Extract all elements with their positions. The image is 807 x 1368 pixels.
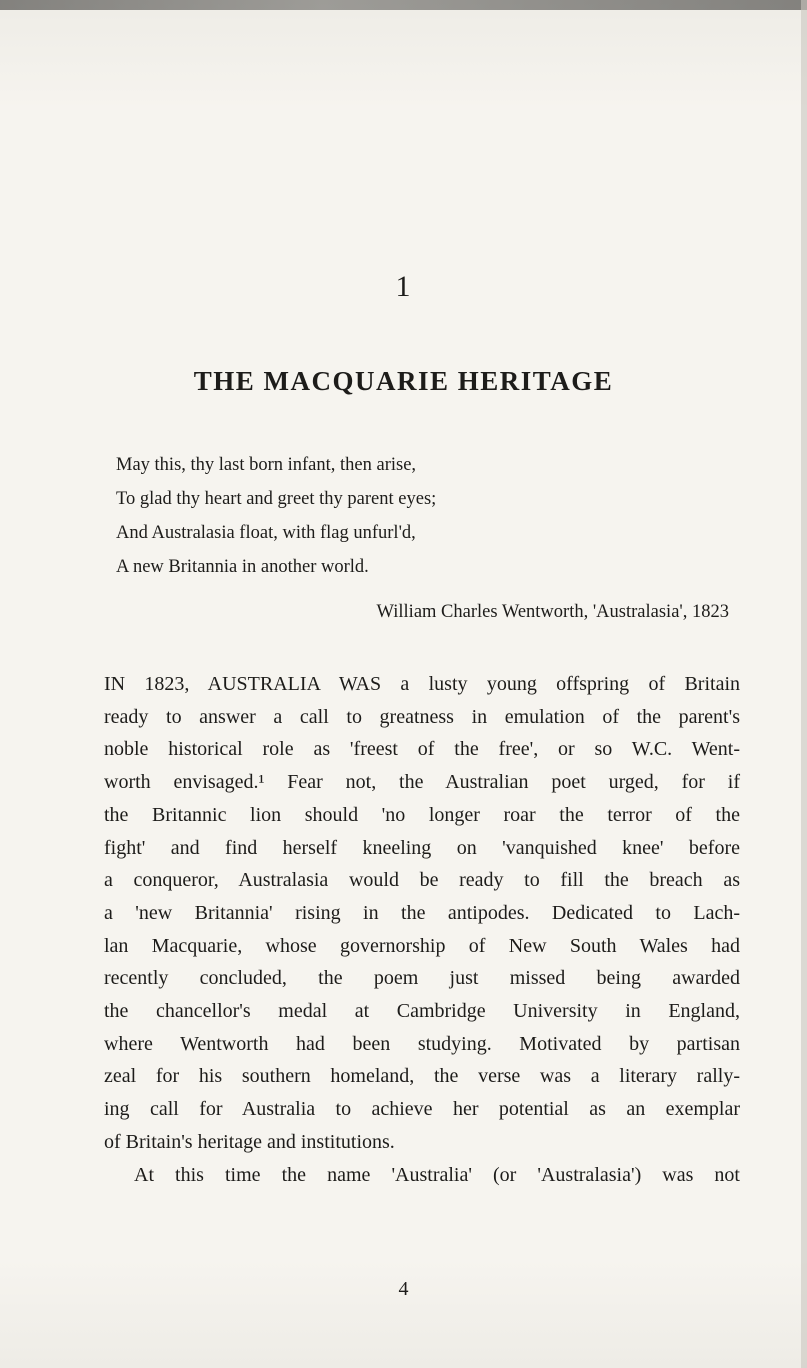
chapter-title: THE MACQUARIE HERITAGE xyxy=(193,366,614,396)
paragraph-2 xyxy=(104,1159,740,1192)
text-line: ready to answer a call to greatness in emulation of the parent's xyxy=(104,705,740,728)
epigraph-line: To glad thy heart and greet thy parent eyes; xyxy=(116,489,437,509)
text-line: recently concluded, the poem just missed being awarded xyxy=(104,967,740,990)
text-line: where Wentworth had been studying. Motivated by partisan xyxy=(104,1032,740,1055)
text-line: ing call for Australia to achieve her potential as an exemplar xyxy=(104,1098,740,1121)
epigraph-line: May this, thy last born infant, then arise, xyxy=(116,455,417,475)
epigraph-line: A new Britannia in another world. xyxy=(116,557,369,577)
text-line: At this time the name 'Australia' (or 'Australasia') was not xyxy=(134,1163,740,1186)
text-line: fight' and find herself kneeling on 'vanquished knee' before xyxy=(104,836,740,859)
text-line: a 'new Britannia' rising in the antipodes. Dedicated to Lach- xyxy=(104,901,740,924)
text-line: IN 1823, AUSTRALIA WAS a lusty young offspring of Britain xyxy=(104,673,740,695)
text-line: a conqueror, Australasia would be ready to fill the breach as xyxy=(104,869,740,892)
page-number: 4 xyxy=(398,1278,409,1300)
text-line: the chancellor's medal at Cambridge University in England, xyxy=(104,1000,740,1023)
chapter-number: 1 xyxy=(395,270,412,303)
text-line: noble historical role as 'freest of the free', or so W.C. Went- xyxy=(104,738,740,761)
body-text xyxy=(104,668,740,1191)
paragraph-1 xyxy=(104,668,740,1159)
text-line: worth envisaged.¹ Fear not, the Australian poet urged, for if xyxy=(104,771,740,794)
text-line: zeal for his southern homeland, the verse was a literary rally- xyxy=(104,1065,740,1088)
text-line: of Britain's heritage and institutions. xyxy=(104,1130,395,1153)
epigraph-line: And Australasia float, with flag unfurl'd, xyxy=(116,523,416,543)
epigraph xyxy=(116,448,736,584)
text-line: the Britannic lion should 'no longer roar the terror of the xyxy=(104,803,740,826)
epigraph-attribution: William Charles Wentworth, 'Australasia', 1823 xyxy=(376,602,729,622)
text-line: lan Macquarie, whose governorship of New South Wales had xyxy=(104,934,740,957)
